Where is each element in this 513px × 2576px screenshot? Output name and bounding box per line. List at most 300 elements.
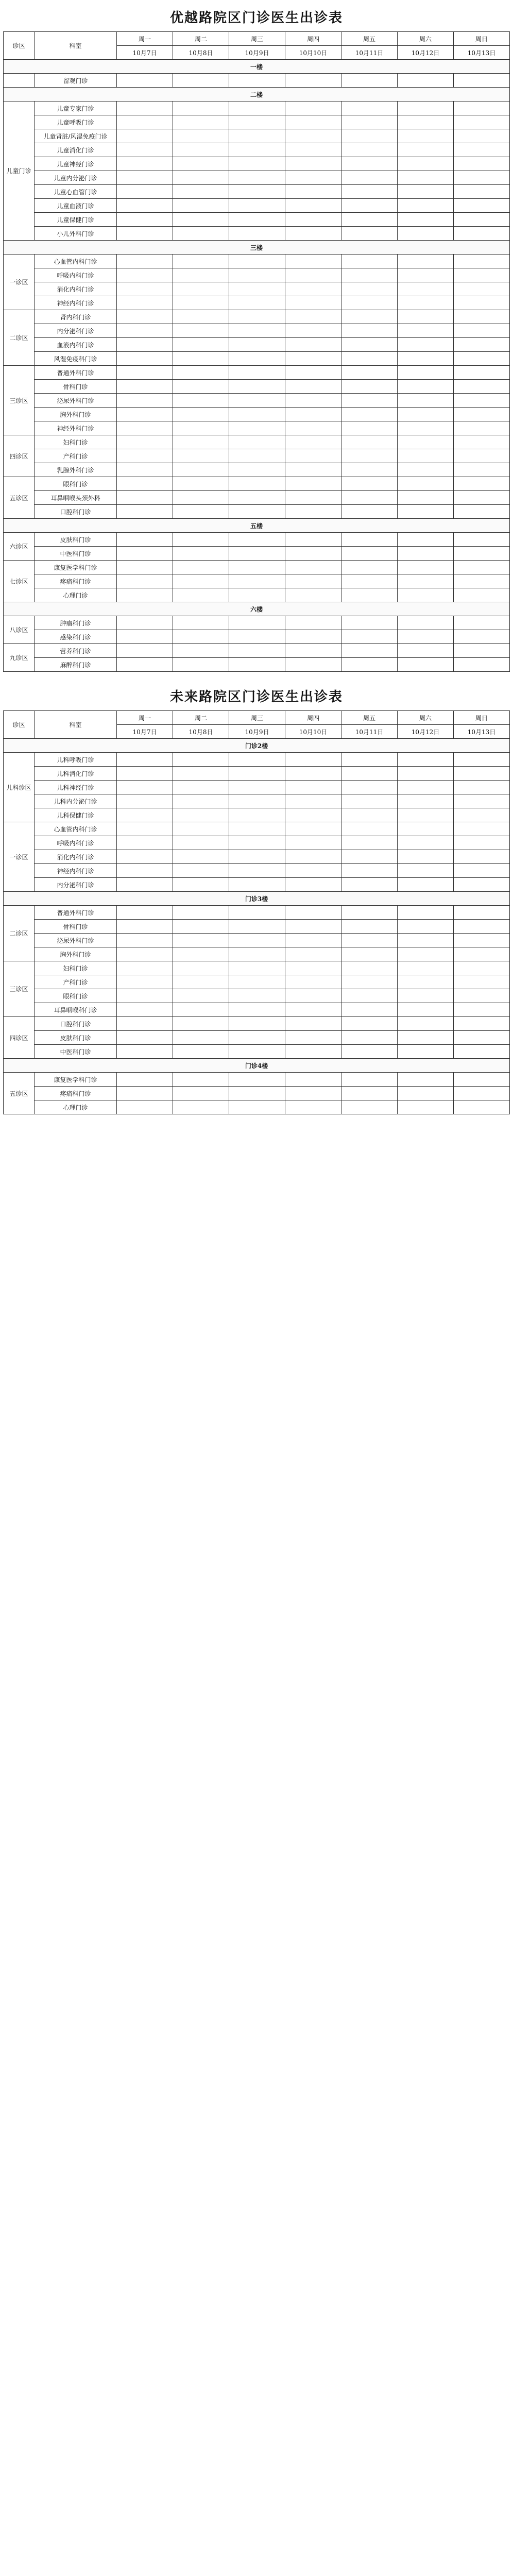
doctor-cell — [454, 255, 510, 268]
doctor-cell — [229, 1087, 285, 1100]
doctor-cell — [117, 143, 173, 157]
table-row — [4, 1003, 510, 1017]
doctor-cell — [229, 975, 285, 989]
header-date: 10月12日 — [398, 46, 454, 60]
doctor-cell — [454, 574, 510, 588]
doctor-cell — [173, 227, 229, 241]
doctor-cell — [285, 808, 341, 822]
doctor-cell — [173, 505, 229, 519]
doctor-cell — [398, 352, 454, 366]
doctor-cell — [285, 491, 341, 505]
doctor-cell — [173, 101, 229, 115]
doctor-cell — [398, 227, 454, 241]
table-row — [4, 366, 510, 380]
header-day: 周三 — [229, 711, 285, 725]
doctor-cell — [117, 547, 173, 561]
zone-label: 五诊区 — [4, 1073, 35, 1114]
doctor-cell — [229, 574, 285, 588]
department-name: 产科门诊 — [35, 449, 117, 463]
department-name: 妇科门诊 — [35, 435, 117, 449]
zone-label: 二诊区 — [4, 310, 35, 366]
doctor-cell — [341, 338, 398, 352]
doctor-cell — [117, 767, 173, 781]
doctor-cell — [398, 794, 454, 808]
zone-label: 五诊区 — [4, 477, 35, 519]
table-row — [4, 850, 510, 864]
table-row — [4, 1087, 510, 1100]
doctor-cell — [173, 822, 229, 836]
doctor-cell — [454, 394, 510, 408]
department-name: 胸外科门诊 — [35, 947, 117, 961]
doctor-cell — [229, 1003, 285, 1017]
doctor-cell — [229, 296, 285, 310]
doctor-cell — [398, 421, 454, 435]
doctor-cell — [173, 588, 229, 602]
table-row — [4, 781, 510, 794]
doctor-cell — [285, 850, 341, 864]
department-name: 康复医学科门诊 — [35, 561, 117, 574]
doctor-cell — [285, 185, 341, 199]
doctor-cell — [117, 920, 173, 934]
department-name: 产科门诊 — [35, 975, 117, 989]
zone-label: 四诊区 — [4, 1017, 35, 1059]
table-row — [4, 1100, 510, 1114]
doctor-cell — [341, 185, 398, 199]
doctor-cell — [341, 1003, 398, 1017]
doctor-cell — [173, 906, 229, 920]
hospital2-title: 未来路院区门诊医生出诊表 — [169, 689, 343, 705]
doctor-cell — [229, 947, 285, 961]
doctor-cell — [285, 644, 341, 658]
department-name: 中医科门诊 — [35, 1045, 117, 1059]
table-row — [4, 934, 510, 947]
zone-label: 四诊区 — [4, 435, 35, 477]
doctor-cell — [454, 920, 510, 934]
department-name: 呼吸内科门诊 — [35, 836, 117, 850]
table-row — [4, 255, 510, 268]
header-day: 周六 — [398, 32, 454, 46]
table-row — [4, 477, 510, 491]
doctor-cell — [117, 1003, 173, 1017]
doctor-cell — [341, 781, 398, 794]
doctor-cell — [398, 505, 454, 519]
doctor-cell — [285, 1017, 341, 1031]
department-name: 疼痛科门诊 — [35, 574, 117, 588]
doctor-cell — [229, 781, 285, 794]
table-row — [4, 1017, 510, 1031]
header-day: 周一 — [117, 32, 173, 46]
doctor-cell — [341, 808, 398, 822]
doctor-cell — [341, 380, 398, 394]
table-row — [4, 143, 510, 157]
doctor-cell — [341, 268, 398, 282]
department-name: 儿童保健门诊 — [35, 213, 117, 227]
doctor-cell — [285, 463, 341, 477]
department-name: 感染科门诊 — [35, 630, 117, 644]
doctor-cell — [398, 1100, 454, 1114]
doctor-cell — [398, 463, 454, 477]
doctor-cell — [454, 115, 510, 129]
doctor-cell — [117, 268, 173, 282]
table-row — [4, 961, 510, 975]
doctor-cell — [398, 920, 454, 934]
doctor-cell — [398, 394, 454, 408]
doctor-cell — [173, 185, 229, 199]
header-date: 10月10日 — [285, 46, 341, 60]
doctor-cell — [285, 115, 341, 129]
doctor-cell — [285, 255, 341, 268]
doctor-cell — [285, 199, 341, 213]
doctor-cell — [229, 588, 285, 602]
doctor-cell — [117, 1073, 173, 1087]
doctor-cell — [173, 268, 229, 282]
zone-label: 九诊区 — [4, 644, 35, 672]
doctor-cell — [117, 408, 173, 421]
department-name: 神经外科门诊 — [35, 421, 117, 435]
doctor-cell — [173, 74, 229, 88]
table-row — [4, 394, 510, 408]
hospital2-section — [3, 683, 510, 1114]
department-name: 留观门诊 — [35, 74, 117, 88]
doctor-cell — [285, 753, 341, 767]
doctor-cell — [173, 213, 229, 227]
doctor-cell — [285, 864, 341, 878]
department-name: 消化内科门诊 — [35, 282, 117, 296]
doctor-cell — [229, 310, 285, 324]
doctor-cell — [285, 435, 341, 449]
doctor-cell — [229, 1017, 285, 1031]
doctor-cell — [173, 767, 229, 781]
doctor-cell — [229, 463, 285, 477]
doctor-cell — [341, 616, 398, 630]
doctor-cell — [341, 947, 398, 961]
table-row — [4, 644, 510, 658]
doctor-cell — [454, 906, 510, 920]
doctor-cell — [398, 808, 454, 822]
doctor-cell — [341, 324, 398, 338]
floor-label: 门诊3楼 — [4, 892, 510, 906]
doctor-cell — [341, 366, 398, 380]
doctor-cell — [117, 255, 173, 268]
doctor-cell — [398, 268, 454, 282]
doctor-cell — [117, 753, 173, 767]
doctor-cell — [398, 975, 454, 989]
department-name: 麻醉科门诊 — [35, 658, 117, 672]
department-name: 儿童神经门诊 — [35, 157, 117, 171]
doctor-cell — [285, 157, 341, 171]
table-row — [4, 975, 510, 989]
doctor-cell — [454, 864, 510, 878]
table-row — [4, 74, 510, 88]
doctor-cell — [341, 310, 398, 324]
doctor-cell — [229, 408, 285, 421]
doctor-cell — [229, 338, 285, 352]
doctor-cell — [454, 352, 510, 366]
doctor-cell — [285, 533, 341, 547]
department-name: 眼科门诊 — [35, 989, 117, 1003]
department-name: 儿科呼吸门诊 — [35, 753, 117, 767]
doctor-cell — [398, 989, 454, 1003]
doctor-cell — [173, 282, 229, 296]
department-name: 心血管内科门诊 — [35, 822, 117, 836]
doctor-cell — [454, 491, 510, 505]
doctor-cell — [285, 1045, 341, 1059]
doctor-cell — [398, 296, 454, 310]
doctor-cell — [285, 906, 341, 920]
doctor-cell — [117, 171, 173, 185]
doctor-cell — [454, 408, 510, 421]
doctor-cell — [229, 185, 285, 199]
doctor-cell — [117, 644, 173, 658]
doctor-cell — [285, 561, 341, 574]
doctor-cell — [398, 491, 454, 505]
doctor-cell — [398, 185, 454, 199]
zone-label — [4, 74, 35, 88]
doctor-cell — [117, 574, 173, 588]
department-name: 眼科门诊 — [35, 477, 117, 491]
table-row — [4, 808, 510, 822]
doctor-cell — [285, 975, 341, 989]
doctor-cell — [341, 1017, 398, 1031]
doctor-cell — [173, 864, 229, 878]
doctor-cell — [398, 574, 454, 588]
doctor-cell — [117, 1017, 173, 1031]
doctor-cell — [285, 616, 341, 630]
doctor-cell — [117, 850, 173, 864]
zone-label: 七诊区 — [4, 561, 35, 602]
doctor-cell — [398, 616, 454, 630]
doctor-cell — [285, 989, 341, 1003]
doctor-cell — [341, 547, 398, 561]
doctor-cell — [173, 975, 229, 989]
doctor-cell — [173, 1073, 229, 1087]
doctor-cell — [229, 630, 285, 644]
doctor-cell — [398, 767, 454, 781]
header-dept: 科室 — [35, 711, 117, 739]
doctor-cell — [454, 435, 510, 449]
table-row — [4, 836, 510, 850]
doctor-cell — [341, 658, 398, 672]
doctor-cell — [117, 1045, 173, 1059]
header-date: 10月7日 — [117, 725, 173, 739]
doctor-cell — [285, 822, 341, 836]
doctor-cell — [285, 1031, 341, 1045]
doctor-cell — [285, 1003, 341, 1017]
doctor-cell — [229, 380, 285, 394]
doctor-cell — [285, 630, 341, 644]
doctor-cell — [229, 268, 285, 282]
doctor-cell — [173, 878, 229, 892]
doctor-cell — [341, 588, 398, 602]
doctor-cell — [173, 616, 229, 630]
doctor-cell — [454, 561, 510, 574]
department-name: 耳鼻咽喉头颈外科 — [35, 491, 117, 505]
doctor-cell — [398, 366, 454, 380]
department-name: 儿童血液门诊 — [35, 199, 117, 213]
doctor-cell — [454, 310, 510, 324]
doctor-cell — [117, 227, 173, 241]
header-day: 周四 — [285, 32, 341, 46]
doctor-cell — [398, 850, 454, 864]
floor-label: 六楼 — [4, 602, 510, 616]
doctor-cell — [398, 864, 454, 878]
zone-label: 三诊区 — [4, 961, 35, 1017]
doctor-cell — [229, 1031, 285, 1045]
doctor-cell — [229, 822, 285, 836]
hospital2-table — [3, 710, 510, 1114]
header-date: 10月11日 — [341, 46, 398, 60]
doctor-cell — [117, 1087, 173, 1100]
doctor-cell — [117, 338, 173, 352]
doctor-cell — [341, 408, 398, 421]
doctor-cell — [398, 157, 454, 171]
doctor-cell — [454, 282, 510, 296]
header-date: 10月8日 — [173, 46, 229, 60]
doctor-cell — [117, 822, 173, 836]
doctor-cell — [341, 255, 398, 268]
doctor-cell — [398, 199, 454, 213]
zone-label: 儿科诊区 — [4, 753, 35, 822]
doctor-cell — [173, 463, 229, 477]
department-name: 康复医学科门诊 — [35, 1073, 117, 1087]
doctor-cell — [173, 171, 229, 185]
header-date: 10月9日 — [229, 725, 285, 739]
doctor-cell — [285, 394, 341, 408]
doctor-cell — [229, 74, 285, 88]
doctor-cell — [398, 310, 454, 324]
doctor-cell — [117, 380, 173, 394]
table-row — [4, 947, 510, 961]
doctor-cell — [454, 533, 510, 547]
doctor-cell — [454, 338, 510, 352]
doctor-cell — [285, 408, 341, 421]
doctor-cell — [229, 767, 285, 781]
doctor-cell — [173, 989, 229, 1003]
table-row — [4, 906, 510, 920]
doctor-cell — [285, 947, 341, 961]
department-name: 皮肤科门诊 — [35, 1031, 117, 1045]
table-row — [4, 463, 510, 477]
doctor-cell — [398, 1073, 454, 1087]
doctor-cell — [454, 185, 510, 199]
doctor-cell — [229, 505, 285, 519]
header-zone: 诊区 — [4, 32, 35, 60]
doctor-cell — [398, 822, 454, 836]
department-name: 泌尿外科门诊 — [35, 934, 117, 947]
doctor-cell — [341, 989, 398, 1003]
doctor-cell — [454, 366, 510, 380]
doctor-cell — [285, 658, 341, 672]
doctor-cell — [341, 421, 398, 435]
doctor-cell — [117, 115, 173, 129]
floor-label: 一楼 — [4, 60, 510, 74]
doctor-cell — [173, 408, 229, 421]
doctor-cell — [229, 1045, 285, 1059]
doctor-cell — [229, 143, 285, 157]
doctor-cell — [173, 324, 229, 338]
table-row — [4, 171, 510, 185]
doctor-cell — [454, 463, 510, 477]
doctor-cell — [229, 616, 285, 630]
doctor-cell — [341, 213, 398, 227]
table-row — [4, 616, 510, 630]
doctor-cell — [341, 394, 398, 408]
table-row — [4, 822, 510, 836]
doctor-cell — [454, 616, 510, 630]
doctor-cell — [454, 767, 510, 781]
doctor-cell — [173, 255, 229, 268]
doctor-cell — [285, 449, 341, 463]
doctor-cell — [285, 143, 341, 157]
doctor-cell — [229, 1073, 285, 1087]
doctor-cell — [454, 644, 510, 658]
zone-label: 一诊区 — [4, 255, 35, 310]
doctor-cell — [341, 199, 398, 213]
doctor-cell — [341, 850, 398, 864]
doctor-cell — [229, 934, 285, 947]
department-name: 儿童内分泌门诊 — [35, 171, 117, 185]
doctor-cell — [117, 491, 173, 505]
doctor-cell — [454, 157, 510, 171]
hospital1-title: 优越路院区门诊医生出诊表 — [169, 10, 343, 26]
table-row — [4, 408, 510, 421]
department-name: 儿科消化门诊 — [35, 767, 117, 781]
table-row — [4, 989, 510, 1003]
doctor-cell — [341, 920, 398, 934]
department-name: 儿童专家门诊 — [35, 101, 117, 115]
department-name: 肿瘤科门诊 — [35, 616, 117, 630]
header-day: 周五 — [341, 711, 398, 725]
zone-label: 二诊区 — [4, 906, 35, 961]
doctor-cell — [398, 1017, 454, 1031]
doctor-cell — [229, 906, 285, 920]
doctor-cell — [285, 934, 341, 947]
doctor-cell — [173, 366, 229, 380]
table-row — [4, 268, 510, 282]
doctor-cell — [398, 533, 454, 547]
department-name: 心理门诊 — [35, 588, 117, 602]
department-name: 耳鼻咽喉科门诊 — [35, 1003, 117, 1017]
table-row — [4, 630, 510, 644]
doctor-cell — [398, 101, 454, 115]
header-day: 周四 — [285, 711, 341, 725]
doctor-cell — [117, 101, 173, 115]
header-date: 10月11日 — [341, 725, 398, 739]
doctor-cell — [398, 836, 454, 850]
header-date: 10月8日 — [173, 725, 229, 739]
doctor-cell — [454, 1087, 510, 1100]
doctor-cell — [454, 213, 510, 227]
doctor-cell — [173, 296, 229, 310]
doctor-cell — [341, 157, 398, 171]
doctor-cell — [454, 989, 510, 1003]
doctor-cell — [229, 101, 285, 115]
doctor-cell — [117, 1100, 173, 1114]
doctor-cell — [229, 227, 285, 241]
table-row — [4, 199, 510, 213]
doctor-cell — [117, 129, 173, 143]
department-name: 儿童心血管门诊 — [35, 185, 117, 199]
doctor-cell — [454, 324, 510, 338]
doctor-cell — [117, 808, 173, 822]
table-row — [4, 878, 510, 892]
doctor-cell — [173, 1017, 229, 1031]
table-row — [4, 296, 510, 310]
doctor-cell — [117, 421, 173, 435]
department-name: 疼痛科门诊 — [35, 1087, 117, 1100]
doctor-cell — [341, 574, 398, 588]
doctor-cell — [454, 794, 510, 808]
